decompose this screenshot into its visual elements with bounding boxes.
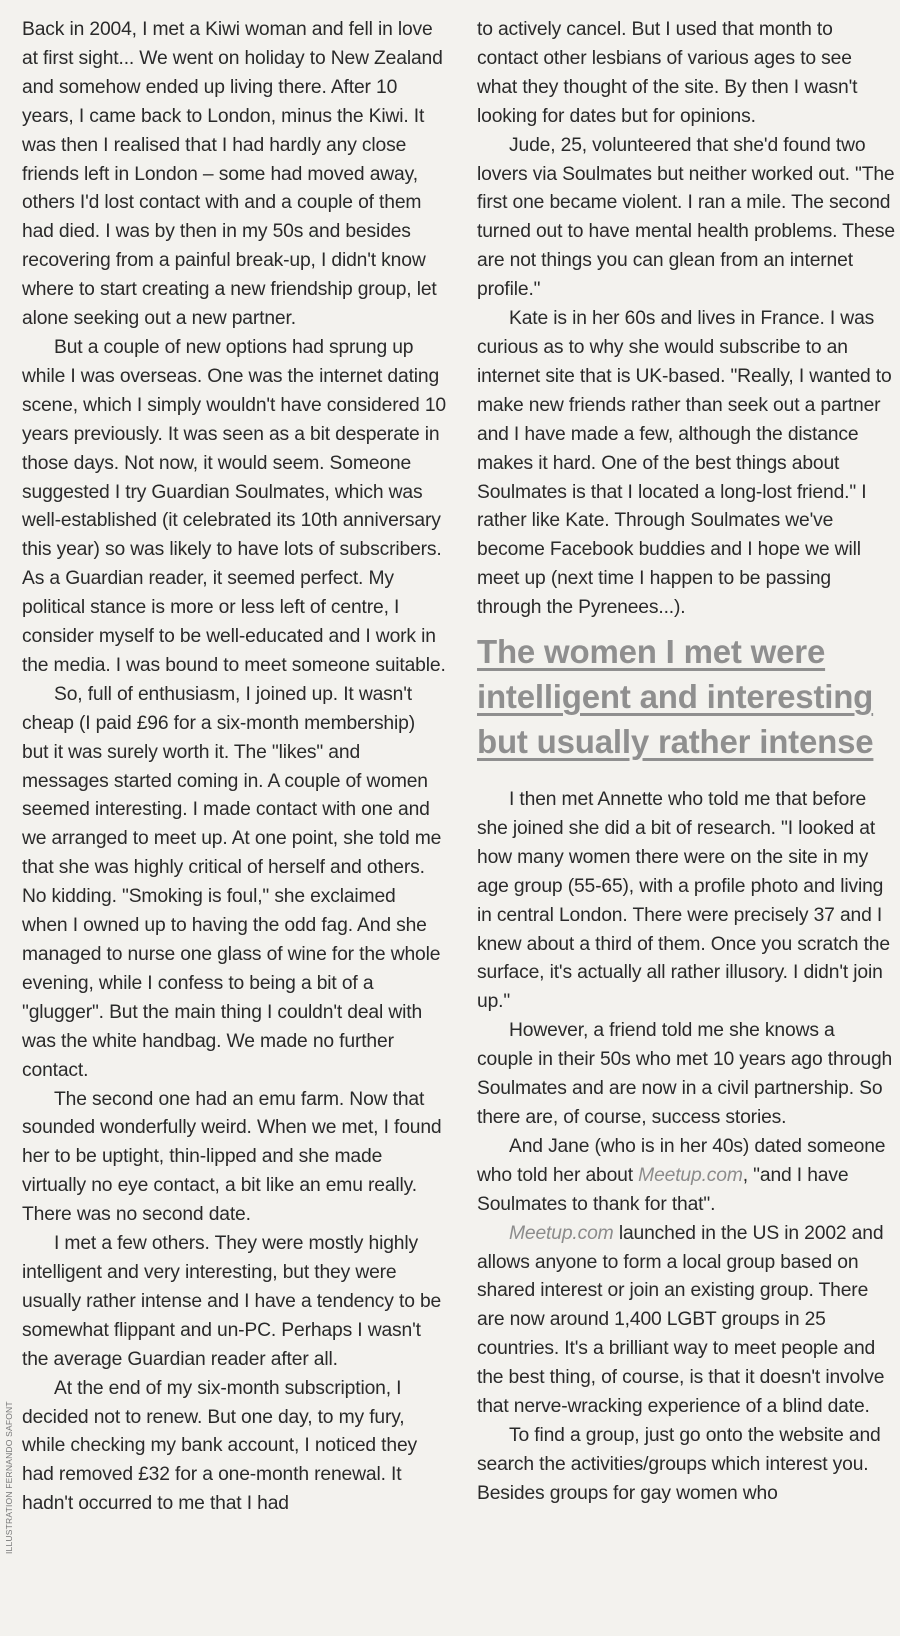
left-column bbox=[22, 16, 446, 1519]
meetup-link[interactable]: Meetup.com bbox=[509, 1222, 614, 1244]
paragraph: Back in 2004, I met a Kiwi woman and fell in love at first sight... We went on holiday to New Zealand and somehow ended up living there. After 10 years, I came back to London, minus the Kiwi. It was then I realised that I had hardly any close friends left in London – some had moved away, others I'd lost contact with and a couple of them had died. I was by then in my 50s and besides recovering from a painful break-up, I didn't know where to start creating a new friendship group, let alone seeking out a new partner. bbox=[22, 19, 443, 330]
paragraph: Jude, 25, volunteered that she'd found two lovers via Soulmates but neither worked out. "The first one became violent. I ran a mile. The second turned out to have mental health problems. These are not things you can glean from an internet profile." bbox=[477, 134, 895, 301]
paragraph: However, a friend told me she knows a couple in their 50s who met 10 years ago through Soulmates and are now in a civil partnership. So there are, of course, success stories. bbox=[477, 1020, 893, 1128]
paragraph bbox=[477, 1133, 895, 1220]
paragraph: But a couple of new options had sprung up while I was overseas. One was the internet dating scene, which I simply wouldn't have considered 10 years previously. It was seen as a bit desperate in those days. Not now, it would seem. Someone suggested I try Guardian Soulmates, which was well-established (it celebrated its 10th anniversary this year) so was likely to have lots of subscribers. As a Guardian reader, it seemed perfect. My political stance is more or less left of centre, I consider myself to be well-educated and I work in the media. I was bound to meet someone suitable. bbox=[22, 336, 446, 676]
paragraph-text: And Jane (who is in her 40s) dated someone who told her about bbox=[477, 1135, 886, 1186]
illustration-credit: ILLUSTRATION FERNANDO SAFONT bbox=[4, 1401, 14, 1554]
paragraph-text: , "and I have Soulmates to thank for that". bbox=[477, 1164, 849, 1215]
paragraph: So, full of enthusiasm, I joined up. It wasn't cheap (I paid £96 for a six-month membership) but it was surely worth it. The "likes" and messages started coming in. A couple of women seemed interesting. I made contact with one and we arranged to meet up. At one point, she told me that she was highly critical of herself and others. No kidding. "Smoking is foul," she exclaimed when I owned up to having the odd fag. And she managed to nurse one glass of wine for the whole evening, while I confess to being a bit of a "glugger". But the main thing I couldn't deal with was the white handbag. We made no further contact. bbox=[22, 683, 442, 1081]
paragraph: I met a few others. They were mostly highly intelligent and very interesting, but they were usually rather intense and I have a tendency to be somewhat flippant and un-PC. Perhaps I wasn't the average Guardian reader after all. bbox=[22, 1233, 442, 1370]
paragraph: to actively cancel. But I used that month to contact other lesbians of various ages to see what they thought of the site. By then I wasn't looking for dates but for opinions. bbox=[477, 19, 858, 127]
paragraph bbox=[477, 1220, 895, 1422]
paragraph: I then met Annette who told me that before she joined she did a bit of research. "I looked at how many women there were on the site in my age group (55-65), with a profile photo and living in central London. There were precisely 37 and I knew about a third of them. Once you scratch the surface, it's actually all rather illusory. I didn't join up." bbox=[477, 789, 890, 1013]
paragraph: At the end of my six-month subscription, I decided not to renew. But one day, to my fury, while checking my bank account, I noticed they had removed £32 for a one-month renewal. It hadn't occurred to me that I had bbox=[22, 1377, 418, 1515]
paragraph: To find a group, just go onto the website and search the activities/groups which interest you. Besides groups for gay women who bbox=[477, 1424, 881, 1504]
pull-quote: The women I met were intelligent and interesting but usually rather intense bbox=[477, 633, 874, 761]
paragraph: The second one had an emu farm. Now that sounded wonderfully weird. When we met, I found her to be uptight, thin-lipped and she made virtually no eye contact, a bit like an emu really. There was no second date. bbox=[22, 1088, 442, 1226]
paragraph-text: launched in the US in 2002 and allows anyone to form a local group based on shared interest or join an existing group. There are now around 1,400 LGBT groups in 25 countries. It's a brilliant way to meet people and the best thing, of course, is that it doesn't involve that nerve-wracking experience of a blind date. bbox=[477, 1222, 885, 1418]
meetup-link[interactable]: Meetup.com bbox=[638, 1164, 743, 1186]
right-column bbox=[477, 16, 895, 1509]
paragraph: Kate is in her 60s and lives in France. I was curious as to why she would subscribe to an internet site that is UK-based. "Really, I wanted to make new friends rather than seek out a partner and I have made a few, although the distance makes it hard. One of the best things about Soulmates is that I located a long-lost friend." I rather like Kate. Through Soulmates we've become Facebook buddies and I hope we will meet up (next time I happen to be passing through the Pyrenees...). bbox=[477, 308, 892, 619]
